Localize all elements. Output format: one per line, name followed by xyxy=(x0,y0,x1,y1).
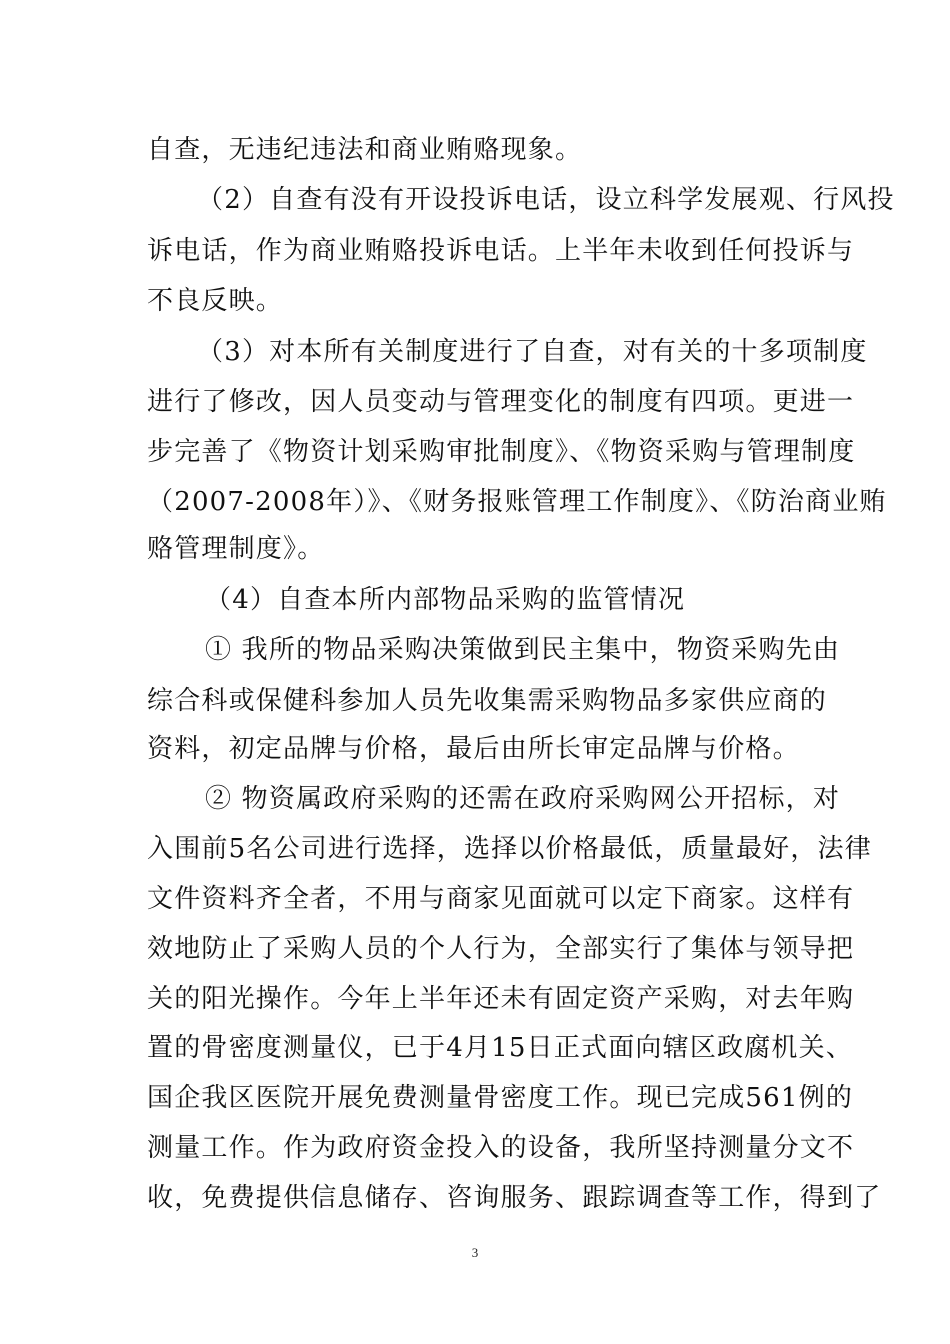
text-line: 资料，初定品牌与价格，最后由所长审定品牌与价格。 xyxy=(147,734,800,764)
text-line: （2）自查有没有开设投诉电话，设立科学发展观、行风投 xyxy=(197,185,895,215)
text-line: ② 物资属政府采购的还需在政府采购网公开招标，对 xyxy=(205,784,841,814)
text-line: ① 我所的物品采购决策做到民主集中，物资采购先由 xyxy=(205,635,841,665)
text-line: 国企我区医院开展免费测量骨密度工作。现已完成561例的 xyxy=(147,1083,854,1113)
text-line: 关的阳光操作。今年上半年还未有固定资产采购，对去年购 xyxy=(147,984,855,1014)
text-line: 入围前5名公司进行选择，选择以价格最低，质量最好，法律 xyxy=(147,834,872,864)
text-line: 自查，无违纪违法和商业贿赂现象。 xyxy=(147,135,583,165)
text-line: 测量工作。作为政府资金投入的设备，我所坚持测量分文不 xyxy=(147,1133,855,1163)
text-line: 不良反映。 xyxy=(147,286,284,316)
text-line: （2007-2008年）》、《财务报账管理工作制度》、《防治商业贿 xyxy=(147,487,887,517)
text-line: 置的骨密度测量仪，已于4月15日正式面向辖区政腐机关、 xyxy=(147,1033,854,1063)
text-line: 赂管理制度》。 xyxy=(147,534,325,564)
page-number: 3 xyxy=(471,1245,479,1260)
text-line: 进行了修改，因人员变动与管理变化的制度有四项。更进一 xyxy=(147,387,855,417)
text-line: （3）对本所有关制度进行了自查，对有关的十多项制度 xyxy=(197,337,868,367)
text-line: 步完善了《物资计划采购审批制度》、《物资采购与管理制度 xyxy=(147,437,856,467)
text-line: 综合科或保健科参加人员先收集需采购物品多家供应商的 xyxy=(147,686,828,716)
text-line: 文件资料齐全者，不用与商家见面就可以定下商家。这样有 xyxy=(147,884,855,914)
text-line: 诉电话，作为商业贿赂投诉电话。上半年未收到任何投诉与 xyxy=(147,236,855,266)
text-line: 效地防止了采购人员的个人行为，全部实行了集体与领导把 xyxy=(147,934,855,964)
text-line: 收，免费提供信息储存、咨询服务、跟踪调查等工作，得到了 xyxy=(147,1183,882,1213)
text-line: （4）自查本所内部物品采购的监管情况 xyxy=(205,585,686,615)
